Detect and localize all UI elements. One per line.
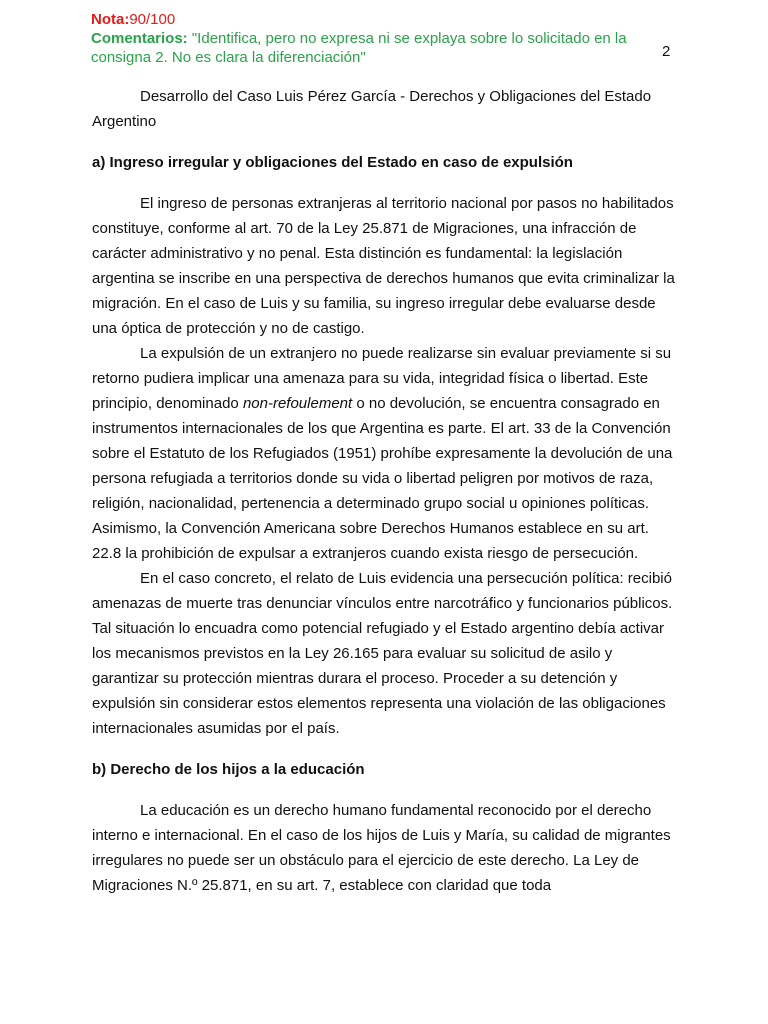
section-b-paragraph-1: La educación es un derecho humano fundamental reconocido por el derecho interno e internacional. En el caso de los hijos de Luis y María, su calidad de migrantes irregulares no puede ser un obstáculo para el ejercicio de este derecho. La Ley de Migraciones N.º 25.871, en su art. 7, establece con claridad que toda xyxy=(92,802,671,894)
page-number: 2 xyxy=(662,43,671,60)
comments-block xyxy=(91,29,651,67)
comments-text: "Identifica, pero no expresa ni se explaya sobre lo solicitado en la consigna 2. No es clara la diferenciación" xyxy=(91,30,627,66)
paragraph-text: o no devolución, se encuentra consagrado en instrumentos internacionales de los que Argentina es parte. El art. 33 de la Convención sobre el Estatuto de los Refugiados (1951) prohíbe expresamente la devolución de una persona refugiada a territorios donde su vida o libertad peligren por motivos de raza, religión, nacionalidad, pertenencia a determinado grupo social u opiniones políticas. Asimismo, la Convención Americana sobre Derechos Humanos establece en su art. 22.8 la prohibición de expulsar a extranjeros cuando exista riesgo de persecución. xyxy=(92,395,673,562)
grade-label: Nota: xyxy=(91,11,130,28)
document-body xyxy=(92,84,682,898)
grade-value: 90/100 xyxy=(129,11,176,28)
section-a-heading: a) Ingreso irregular y obligaciones del Estado en caso de expulsión xyxy=(92,154,573,171)
section-b-heading: b) Derecho de los hijos a la educación xyxy=(92,761,365,778)
paragraph-text: La expulsión de un extranjero no puede realizarse sin evaluar previamente si su retorno pudiera implicar una amenaza para su vida, integridad física o libertad. Este principio, denominado xyxy=(92,345,672,412)
section-a-paragraph-3: En el caso concreto, el relato de Luis evidencia una persecución política: recibió amenazas de muerte tras denunciar vínculos entre narcotráfico y funcionarios públicos. Tal situación lo encuadra como potencial refugiado y el Estado argentino debía activar los mecanismos previstos en la Ley 26.165 para evaluar su solicitud de asilo y garantizar su protección mientras durara el proceso. Proceder a su detención y expulsión sin considerar estos elementos representa una violación de las obligaciones internacionales asumidas por el país. xyxy=(92,570,673,737)
document-title: Desarrollo del Caso Luis Pérez García - Derechos y Obligaciones del Estado Argentino xyxy=(92,88,652,130)
section-a-paragraph-2 xyxy=(92,341,682,566)
grade-line xyxy=(91,10,175,29)
comments-label: Comentarios: xyxy=(91,30,188,47)
section-a-paragraph-1: El ingreso de personas extranjeras al territorio nacional por pasos no habilitados constituye, conforme al art. 70 de la Ley 25.871 de Migraciones, una infracción de carácter administrativo y no penal. Esta distinción es fundamental: la legislación argentina se inscribe en una perspectiva de derechos humanos que evita criminalizar la migración. En el caso de Luis y su familia, su ingreso irregular debe evaluarse desde una óptica de protección y no de castigo. xyxy=(92,195,675,337)
italic-term: non-refoulement xyxy=(242,395,353,412)
